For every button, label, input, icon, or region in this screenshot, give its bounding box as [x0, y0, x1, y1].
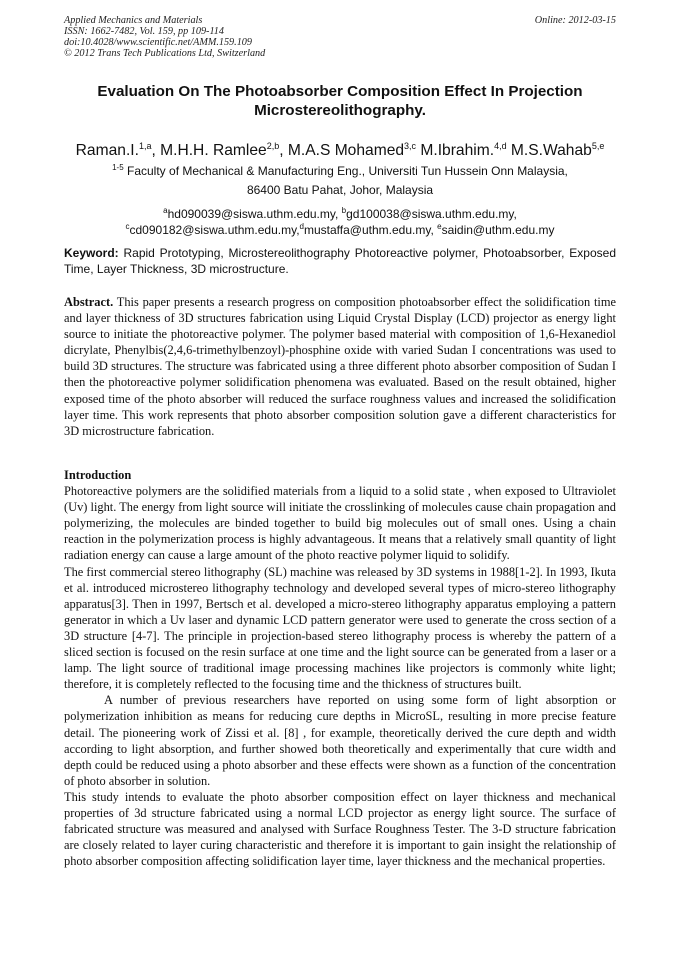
intro-paragraph: A number of previous researchers have reported on using some form of light absorption or polymerization inhibition as means for reducing cure depths in MicroSL, resulting in more precise feature detail. The pioneering work of Zissi et al. [8] , for example, theoretically derived the cure depth and width according to light absorption, and further showed both theoretically and experimentally that cure width and depth could be reduced using a photo absorber and these effects were shown as a function of the concentration of photo absorber in solution.: [64, 693, 616, 788]
copyright-line: © 2012 Trans Tech Publications Ltd, Switzerland: [64, 48, 266, 59]
author-sep: ,: [279, 142, 288, 160]
email-sup: c: [125, 222, 130, 231]
intro-paragraph: Photoreactive polymers are the solidified materials from a liquid to a solid state , when exposed to Ultraviolet (Uv) light. The energy from light source will initiate the crosslinking of molecules cause chain propagation and polymerizing, the molecules are binded together to build big molecules out of small ones. Using a chain reaction in the polymerization process is highly advantageous. It means that a relatively small quantity of light radiation energy can cause a large amount of the photo reactive polymer liquid to solidify.: [64, 484, 616, 563]
affiliation-line-1: [64, 161, 616, 178]
introduction-section: [64, 467, 616, 869]
abstract-section: [64, 294, 616, 439]
abstract-text: This paper presents a research progress on composition photoabsorber effect the solidification time and layer thickness of 3D structures fabrication using Liquid Crystal Display (LCD) projector as energy light source to initiate the photoreactive polymer. The polymer based material with composition of 1,6-Hexanediol dicrylate, Phenylbis(2,4,6-trimethylbenzoyl)-phosphine oxide with varied Sudan I concentrations was used to build 3D structures. The structure was fabricated using a three different photo absorber composition of Sudan I then the photoreactive polymer solidification phenomena was evaluated. Based on the result obtained, higher exposed time of the photo absorber will reduced the surface roughness values and increased the solidification layer time. This work represents that photo absorber composition solution gave a different characteristics for 3D microstructure fabrication.: [64, 295, 616, 438]
email-text: hd090039@siswa.uthm.edu.my,: [167, 207, 342, 221]
email-sup: d: [299, 222, 304, 231]
email-sup: a: [163, 206, 168, 215]
author-sup: 3,c: [404, 141, 417, 151]
author-name: M.A.S Mohamed: [287, 142, 405, 160]
introduction-heading: Introduction: [64, 468, 132, 482]
online-date: Online: 2012-03-15: [534, 15, 616, 26]
email-line-2: [64, 220, 616, 237]
journal-name: Applied Mechanics and Materials: [64, 15, 203, 26]
email-text: saidin@uthm.edu.my: [441, 223, 555, 237]
keywords: [64, 246, 616, 277]
journal-header: [64, 15, 616, 59]
doi-line: doi:10.4028/www.scientific.net/AMM.159.109: [64, 37, 252, 48]
affiliation-line-2: 86400 Batu Pahat, Johor, Malaysia: [246, 183, 434, 197]
intro-paragraph: This study intends to evaluate the photo absorber composition effect on layer thickness and mechanical properties of 3d structure fabricated using a normal LCD projector as energy light source. The surface of fabricated structure was measured and analysed with Surface Roughness Tester. The 3-D structure fabrication are closely related to layer curing characteristic and therefore it is important to gain insight the relationship of photo absorber composition affecting solidification layer time, layer thickness and the mechanical properties.: [64, 789, 616, 869]
email-sup: b: [341, 206, 347, 215]
keyword-text: Rapid Prototyping, Microstereolithography Photoreactive polymer, Photoabsorber, Exposed Time, Layer Thickness, 3D microstructure.: [64, 246, 616, 276]
author-sup: 1,a: [138, 141, 152, 151]
author-sup: 4,d: [494, 141, 507, 151]
author-sup: 2,b: [266, 141, 280, 151]
paper-title: [64, 82, 616, 120]
email-line-1: [64, 204, 616, 221]
author-name: Raman.I.: [75, 142, 139, 160]
title-line-2: Microstereolithography.: [254, 102, 426, 119]
abstract-paragraph: [64, 294, 616, 439]
affiliation-sup: 1-5: [112, 163, 124, 172]
author-name: M.Ibrahim.: [420, 142, 495, 160]
email-sup: e: [437, 222, 442, 231]
author-sep: ,: [151, 142, 161, 160]
title-line-1: Evaluation On The Photoabsorber Composition Effect In Projection: [97, 83, 583, 100]
abstract-label: Abstract.: [64, 295, 114, 309]
email-text: gd100038@siswa.uthm.edu.my,: [346, 207, 517, 221]
affiliation-text: Faculty of Mechanical & Manufacturing Eng., Universiti Tun Hussein Onn Malaysia,: [123, 164, 568, 178]
intro-paragraph: The first commercial stereo lithography (SL) machine was released by 3D systems in 1988[1-2]. In 1993, Ikuta et al. introduced microstereo lithography technology and developed several types of micro-stereo lithography apparatus[3]. Then in 1997, Bertsch et al. developed a micro-stereo lithography apparatus employing a pattern generator in which a Uv laser and dynamic LCD pattern generator were used to generate the cross section of a 3D structure [4-7]. The principle in projection-based stereo lithography process is whereby the pattern of a sliced section is focused on the resin surface at one time and the light source can be generated from a laser or a lamp. The light source of traditional image processing machines like projectors is commonly white light; therefore, it is completely reflected to the focusing time and the thickness of structures built.: [64, 564, 616, 692]
author-list: [64, 136, 616, 161]
author-name: M.H.H. Ramlee: [160, 142, 267, 160]
keyword-label: Keyword:: [64, 246, 119, 260]
author-name: M.S.Wahab: [510, 142, 592, 160]
email-text: mustaffa@uthm.edu.my,: [304, 223, 438, 237]
issn-line: ISSN: 1662-7482, Vol. 159, pp 109-114: [64, 26, 224, 37]
email-text: cd090182@siswa.uthm.edu.my,: [129, 223, 300, 237]
author-sup: 5,e: [591, 141, 605, 151]
